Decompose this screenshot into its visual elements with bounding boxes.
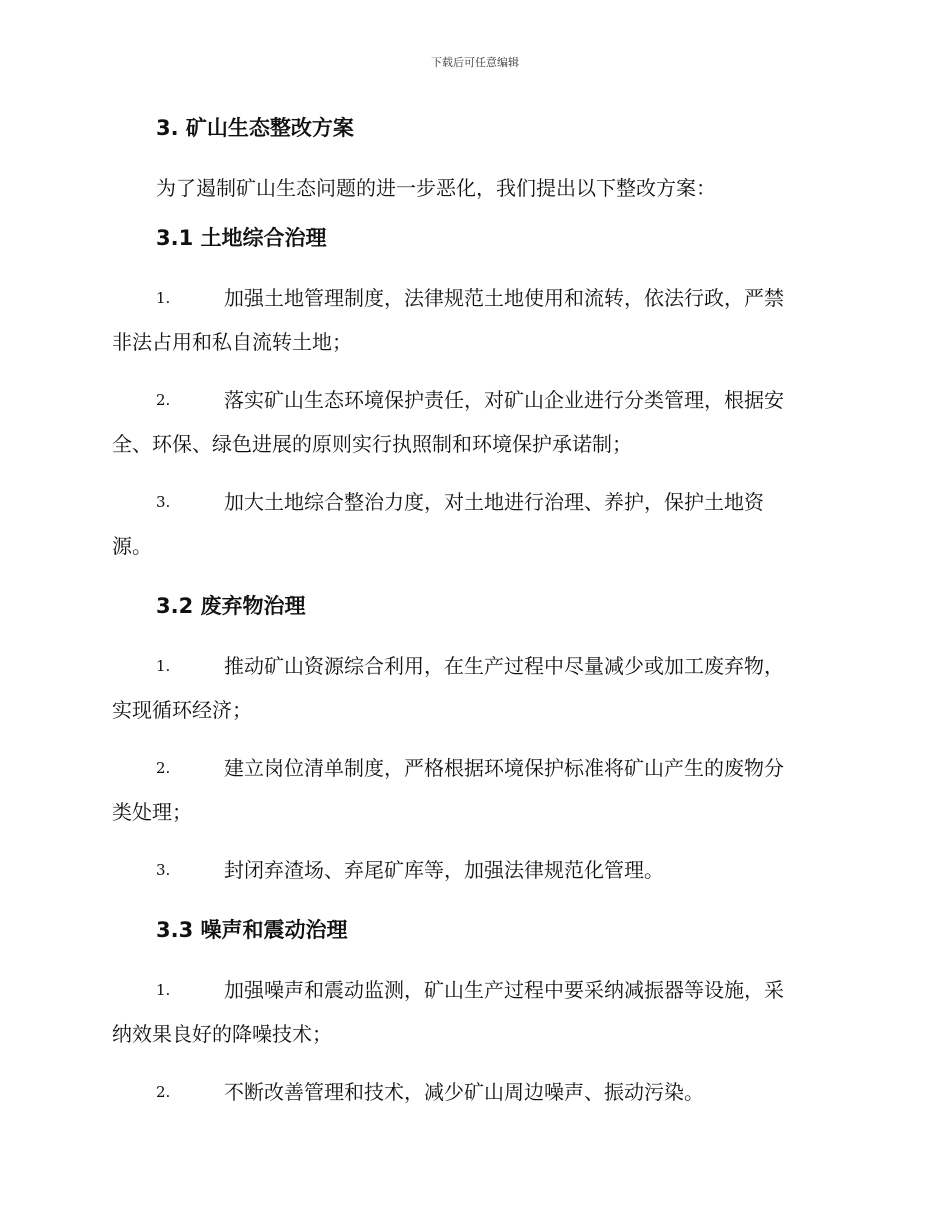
list-item-text-continued: 源。 [112, 534, 152, 558]
list-item-text: 落实矿山生态环境保护责任，对矿山企业进行分类管理，根据安 [224, 388, 784, 412]
list-item [112, 746, 836, 834]
list-item-text-continued: 实现循环经济； [112, 698, 252, 722]
list-item [112, 968, 836, 1056]
document-body [112, 112, 836, 1114]
list-item [112, 480, 836, 568]
list-number: 1. [156, 289, 171, 307]
list-item [112, 848, 836, 892]
list-item [112, 276, 836, 364]
list-item-text-continued: 非法占用和私自流转土地； [112, 330, 352, 354]
list-item-text: 加强噪声和震动监测，矿山生产过程中要采纳减振器等设施，采 [224, 978, 784, 1002]
list-item-text: 建立岗位清单制度，严格根据环境保护标准将矿山产生的废物分 [224, 756, 784, 780]
list-item-text-continued: 纳效果良好的降噪技术； [112, 1022, 332, 1046]
section-3-intro: 为了遏制矿山生态问题的进一步恶化，我们提出以下整改方案： [156, 176, 716, 200]
list-item [112, 644, 836, 732]
section-3-1-heading: 3.1 土地综合治理 [156, 226, 327, 250]
section-3-heading: 3. 矿山生态整改方案 [156, 116, 354, 140]
section-3-3-heading: 3.3 噪声和震动治理 [156, 918, 348, 942]
list-item-text: 加强土地管理制度，法律规范土地使用和流转，依法行政，严禁 [224, 286, 784, 310]
list-number: 3. [156, 493, 171, 511]
section-3-2-heading: 3.2 废弃物治理 [156, 594, 306, 618]
list-number: 1. [156, 981, 171, 999]
list-number: 2. [156, 391, 171, 409]
header-note: 下载后可任意编辑 [431, 56, 519, 69]
list-item-text-continued: 类处理； [112, 800, 192, 824]
list-number: 2. [156, 759, 171, 777]
list-number: 3. [156, 861, 171, 879]
list-item-text-continued: 全、环保、绿色进展的原则实行执照制和环境保护承诺制； [112, 432, 632, 456]
list-item [112, 1070, 836, 1114]
list-number: 1. [156, 657, 171, 675]
list-number: 2. [156, 1083, 171, 1101]
list-item-text: 加大土地综合整治力度，对土地进行治理、养护，保护土地资 [224, 490, 764, 514]
list-item [112, 378, 836, 466]
list-item-text: 推动矿山资源综合利用，在生产过程中尽量减少或加工废弃物， [224, 654, 784, 678]
list-item-text: 封闭弃渣场、弃尾矿库等，加强法律规范化管理。 [224, 858, 664, 882]
list-item-text: 不断改善管理和技术，减少矿山周边噪声、振动污染。 [224, 1080, 704, 1104]
